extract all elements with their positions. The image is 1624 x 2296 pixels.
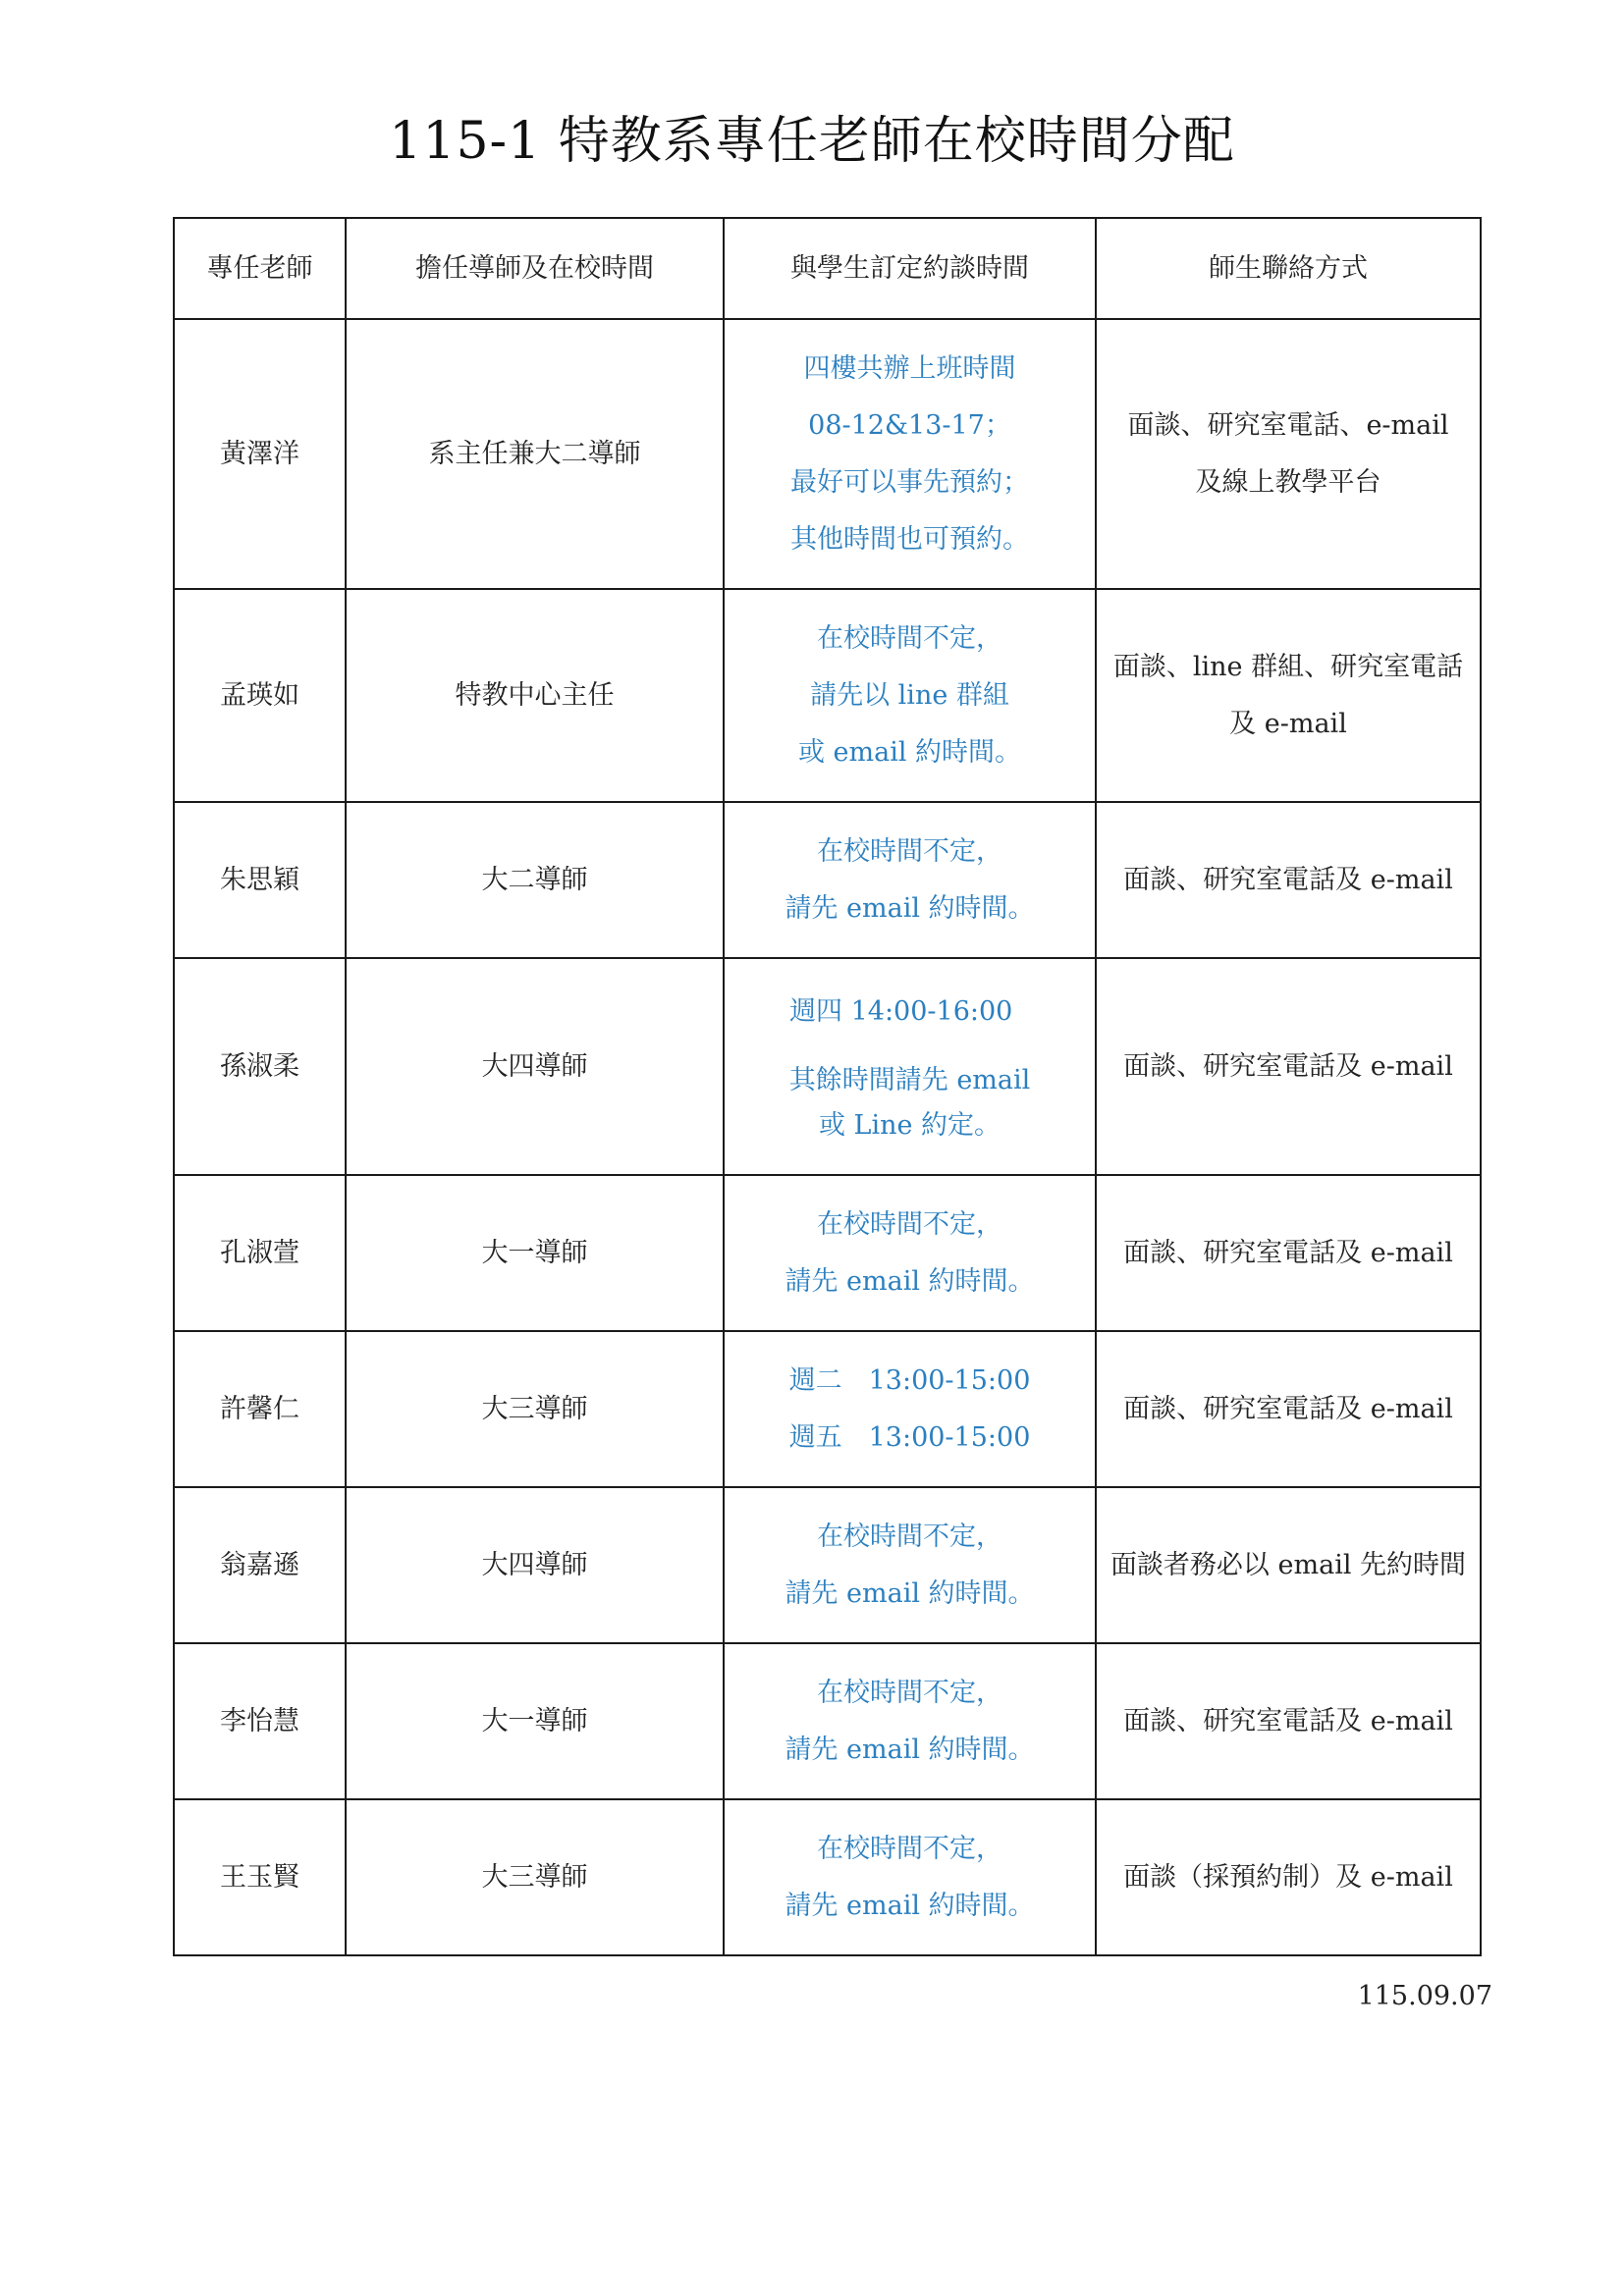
appointment-line: 最好可以事先預約；	[790, 466, 1029, 498]
appointment-time	[724, 802, 1096, 958]
table-row	[174, 1643, 1481, 1799]
appointment-line: 請先以 line 群組	[810, 679, 1009, 711]
table-row	[174, 1331, 1481, 1487]
contact-line: 面談、line 群組、研究室電話	[1112, 651, 1464, 682]
header-teacher: 專任老師	[174, 218, 346, 319]
contact-line: 面談、研究室電話及 e-mail	[1123, 1237, 1453, 1268]
appointment-time	[724, 1487, 1096, 1643]
appointment-line: 請先 email 約時間。	[785, 1734, 1035, 1765]
contact-method	[1096, 958, 1481, 1175]
contact-method	[1096, 589, 1481, 802]
appointment-line: 週四 14:00-16:00	[789, 995, 1013, 1027]
table-row	[174, 1799, 1481, 1955]
contact-method	[1096, 1487, 1481, 1643]
teacher-role: 大四導師	[346, 1487, 724, 1643]
appointment-time	[724, 958, 1096, 1175]
teacher-role: 特教中心主任	[346, 589, 724, 802]
appointment-time	[724, 1799, 1096, 1955]
teacher-name: 翁嘉遜	[174, 1487, 346, 1643]
document-title: 115-1 特教系專任老師在校時間分配	[389, 112, 1235, 171]
appointment-time	[724, 589, 1096, 802]
teacher-role: 大三導師	[346, 1331, 724, 1487]
appointment-line: 其餘時間請先 email	[788, 1064, 1031, 1095]
teacher-role: 大一導師	[346, 1643, 724, 1799]
contact-line: 及線上教學平台	[1195, 466, 1381, 498]
contact-line: 面談（採預約制）及 e-mail	[1123, 1861, 1453, 1893]
table-row	[174, 958, 1481, 1175]
contact-line: 面談、研究室電話及 e-mail	[1123, 1050, 1453, 1082]
appointment-line: 在校時間不定，	[817, 1208, 1002, 1240]
table-row	[174, 1175, 1481, 1331]
contact-line: 面談、研究室電話及 e-mail	[1123, 1393, 1453, 1424]
teacher-name: 孟瑛如	[174, 589, 346, 802]
appointment-line: 其他時間也可預約。	[790, 523, 1029, 555]
table-header-row	[174, 218, 1481, 319]
header-contact: 師生聯絡方式	[1096, 218, 1481, 319]
teacher-name: 許馨仁	[174, 1331, 346, 1487]
contact-method	[1096, 802, 1481, 958]
table-row	[174, 1487, 1481, 1643]
header-role: 擔任導師及在校時間	[346, 218, 724, 319]
contact-method	[1096, 1799, 1481, 1955]
appointment-line: 在校時間不定，	[817, 1677, 1002, 1708]
teacher-role: 大四導師	[346, 958, 724, 1175]
faculty-schedule-table	[173, 217, 1482, 1956]
table-row	[174, 319, 1481, 589]
contact-line: 面談者務必以 email 先約時間	[1110, 1549, 1467, 1580]
contact-line: 面談、研究室電話、e-mail	[1127, 409, 1449, 441]
teacher-name: 朱思穎	[174, 802, 346, 958]
contact-line: 面談、研究室電話及 e-mail	[1123, 864, 1453, 895]
contact-method	[1096, 1643, 1481, 1799]
contact-method	[1096, 1331, 1481, 1487]
appointment-line: 在校時間不定，	[817, 1833, 1002, 1864]
header-appointment: 與學生訂定約談時間	[724, 218, 1096, 319]
appointment-time	[724, 1331, 1096, 1487]
table-row	[174, 589, 1481, 802]
document-date: 115.09.07	[1357, 1981, 1492, 2011]
appointment-line: 在校時間不定，	[817, 1521, 1002, 1552]
appointment-line: 請先 email 約時間。	[785, 1265, 1035, 1297]
teacher-name: 孫淑柔	[174, 958, 346, 1175]
appointment-line: 在校時間不定，	[817, 835, 1002, 867]
appointment-time	[724, 319, 1096, 589]
appointment-line: 週五 13:00-15:00	[788, 1421, 1031, 1453]
teacher-role: 系主任兼大二導師	[346, 319, 724, 589]
contact-method	[1096, 319, 1481, 589]
appointment-line: 在校時間不定，	[817, 622, 1002, 654]
appointment-line: 請先 email 約時間。	[785, 892, 1035, 924]
appointment-line: 或 email 約時間。	[797, 736, 1022, 768]
teacher-role: 大二導師	[346, 802, 724, 958]
teacher-role: 大三導師	[346, 1799, 724, 1955]
contact-method	[1096, 1175, 1481, 1331]
appointment-line: 或 Line 約定。	[818, 1109, 1001, 1141]
appointment-time	[724, 1175, 1096, 1331]
appointment-time	[724, 1643, 1096, 1799]
table-row	[174, 802, 1481, 958]
teacher-name: 王玉賢	[174, 1799, 346, 1955]
teacher-name: 孔淑萱	[174, 1175, 346, 1331]
appointment-line: 請先 email 約時間。	[785, 1577, 1035, 1609]
appointment-line: 四樓共辦上班時間	[803, 352, 1016, 384]
contact-line: 面談、研究室電話及 e-mail	[1123, 1705, 1453, 1736]
appointment-line: 週二 13:00-15:00	[788, 1364, 1031, 1396]
appointment-line: 請先 email 約時間。	[785, 1890, 1035, 1921]
teacher-name: 黃澤洋	[174, 319, 346, 589]
teacher-name: 李怡慧	[174, 1643, 346, 1799]
teacher-role: 大一導師	[346, 1175, 724, 1331]
contact-line: 及 e-mail	[1229, 708, 1347, 739]
appointment-line: 08-12&13-17；	[808, 409, 1011, 441]
